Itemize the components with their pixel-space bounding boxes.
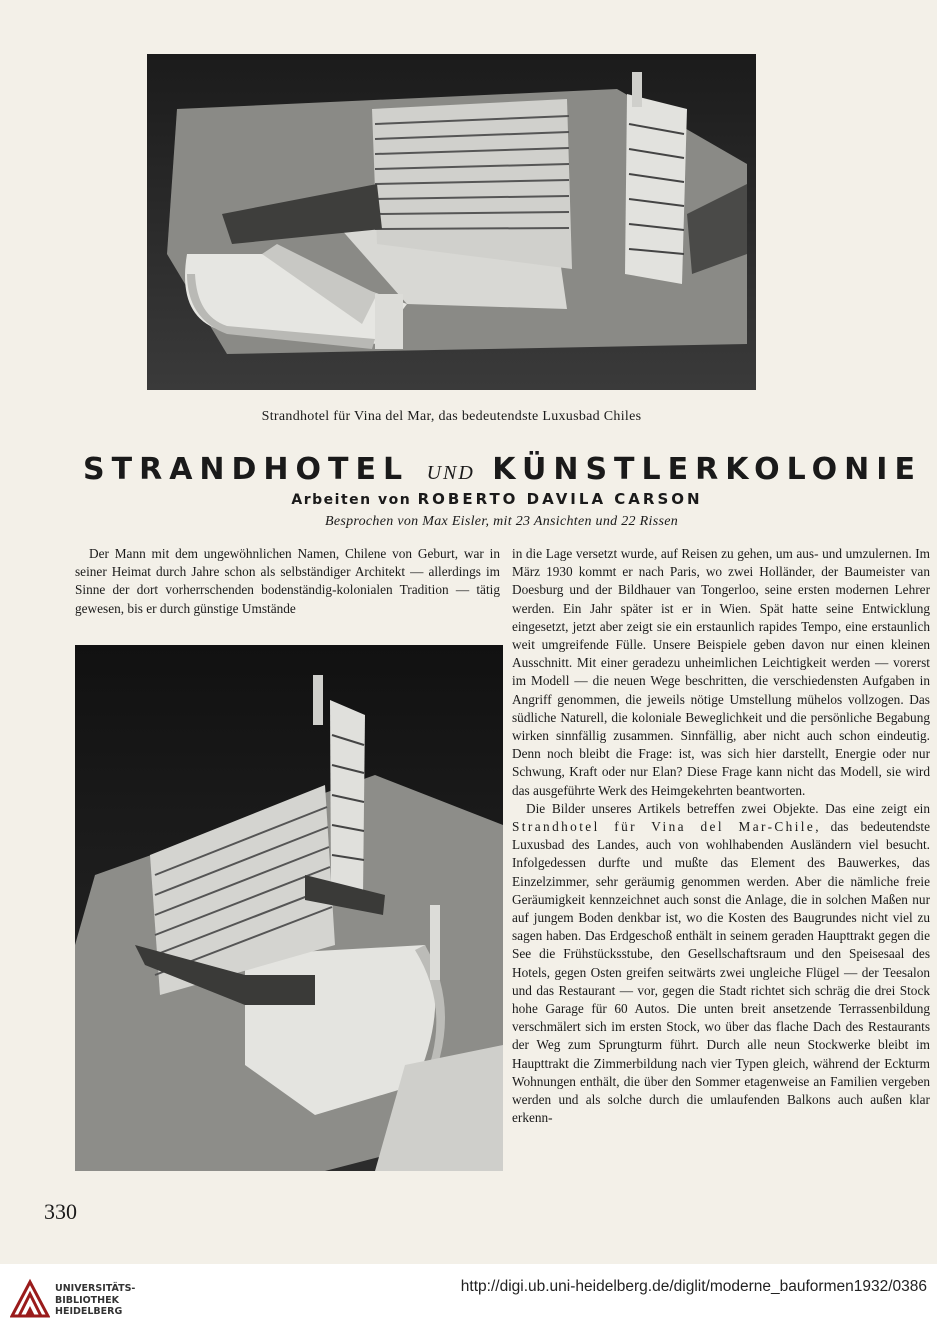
hotel-model-photo-bottom <box>75 645 503 1171</box>
body-column-left <box>75 545 500 618</box>
paragraph-2-body: , das bedeutendste Luxusbad des Landes, auch von wohlhabenden Ausländern viel besucht. Infolgedessen durfte und mußte das Element des Bauwerkes, das Einzelzimmer, sehr geräumig genommen werden. Aber die nämliche freie Geräumigkeit kennzeichnet auch sonst die Anlage, die in solchen Maßen nur auf jungem Boden denkbar ist, wo die Kosten des Baugrundes nicht viel zu sagen haben. Das Erdgeschoß enthält in seinem geraden Haupttrakt gegen die See die Frühstücksstube, den Gesellschaftsraum und den Speisesaal des Hotels, gegen Osten greifen seitwärts zwei ungleiche Flügel — der Teesalon und das Restaurant — vor, gegen die Stadt richtet sich schräg die drei Stock hohe Garage für 60 Autos. Die unten breit ansetzende Terrassenbildung verschmälert sich im ersten Stock, wo über das flache Dach des Restaurants der Weg zum Sprungturm führt. Durch alle neun Stockwerke bleibt im Haupttrakt die Zimmerbildung nach vier Typen gleich, während der Eckturm Wohnungen enthält, die über den Sommer etagenweise an Familien vergeben werden und als solche durch die umlaufenden Balkons auch außen klar erkenn- <box>512 819 930 1126</box>
source-url-link[interactable]: http://digi.ub.uni-heidelberg.de/diglit/moderne_bauformen1932/0386 <box>460 1278 927 1295</box>
body-column-right <box>512 545 930 1128</box>
library-name-line-3: HEIDELBERG <box>55 1306 123 1317</box>
paragraph-2-spaced-title: Strandhotel für Vina del Mar-Chile <box>512 819 816 835</box>
page-number: 330 <box>44 1199 77 1224</box>
body-paragraph-right-1: in die Lage versetzt wurde, auf Reisen zu gehen, um aus- und umzulernen. Im März 1930 kommt er nach Paris, wo zwei Holländer, der Baumeister van Doesburg und der Bildhauer van Tongerloo, seine ersten modernen Lehrer werden. Ein Jahr später ist er in Wien. Spät hatte seine Entwicklung eingesetzt, jetzt aber zeigt sie ein erstaunlich rapides Tempo, eine erstaunlich weit umgreifende Fülle. Unsere Beispiele geben davon nur einen kleinen Ausschnitt. Mit einer geradezu unheimlichen Leichtigkeit werden — vorerst im Modell — die neuen Wege beschritten, die verschiedensten Aufgaben in Angriff genommen, die jeweils nötige Umstellung mühelos vollzogen. Das südliche Naturell, die koloniale Beweglichkeit und die persönliche Begabung wirken sinnfällig zusammen. Sinnfällig, aber nicht auch schon eindeutig. Denn noch bleibt die Frage: ist, was sich hier darstellt, Energie oder nur Schwung, Kraft oder nur Elan? Diese Frage kann nicht das Modell, sie wird das ausgeführte Werk des Heimgekehrten beantworten. <box>512 546 930 798</box>
article-title <box>80 452 925 487</box>
title-part-kuenstlerkolonie: KÜNSTLERKOLONIE <box>492 452 922 487</box>
title-part-strandhotel: STRANDHOTEL <box>83 452 410 487</box>
hotel-model-illustration-bottom <box>75 645 503 1171</box>
title-und: UND <box>426 462 475 484</box>
library-name-line-2: BIBLIOTHEK <box>55 1294 119 1306</box>
digitization-footer <box>0 1264 937 1336</box>
architect-name: ROBERTO DAVILA CARSON <box>417 490 703 508</box>
article-subtitle <box>147 490 847 508</box>
photo-caption: Strandhotel für Vina del Mar, das bedeutendste Luxusbad Chiles <box>261 409 642 424</box>
hotel-model-photo-top <box>147 54 756 390</box>
body-paragraph-right-2 <box>512 800 930 1128</box>
library-name <box>55 1283 135 1318</box>
body-paragraph-left: Der Mann mit dem ungewöhnlichen Namen, Chilene von Geburt, war in seiner Heimat durch Jahre schon als selbständiger Architekt — allerdings im Sinne der dort vorherrschenden bodenständig-kolonialen Tradition — tätig gewesen, bis er durch günstige Umstände <box>75 546 500 616</box>
subtitle-prefix: Arbeiten von <box>291 492 412 508</box>
hotel-model-illustration-top <box>147 54 756 390</box>
paragraph-2-intro: Die Bilder unseres Artikels betreffen zwei Objekte. Das eine zeigt ein <box>526 800 930 816</box>
article-byline: Besprochen von Max Eisler, mit 23 Ansichten und 22 Rissen <box>324 514 679 529</box>
library-name-line-1: UNIVERSITÄTS- <box>55 1283 136 1294</box>
heidelberg-library-logo-icon <box>10 1278 50 1318</box>
